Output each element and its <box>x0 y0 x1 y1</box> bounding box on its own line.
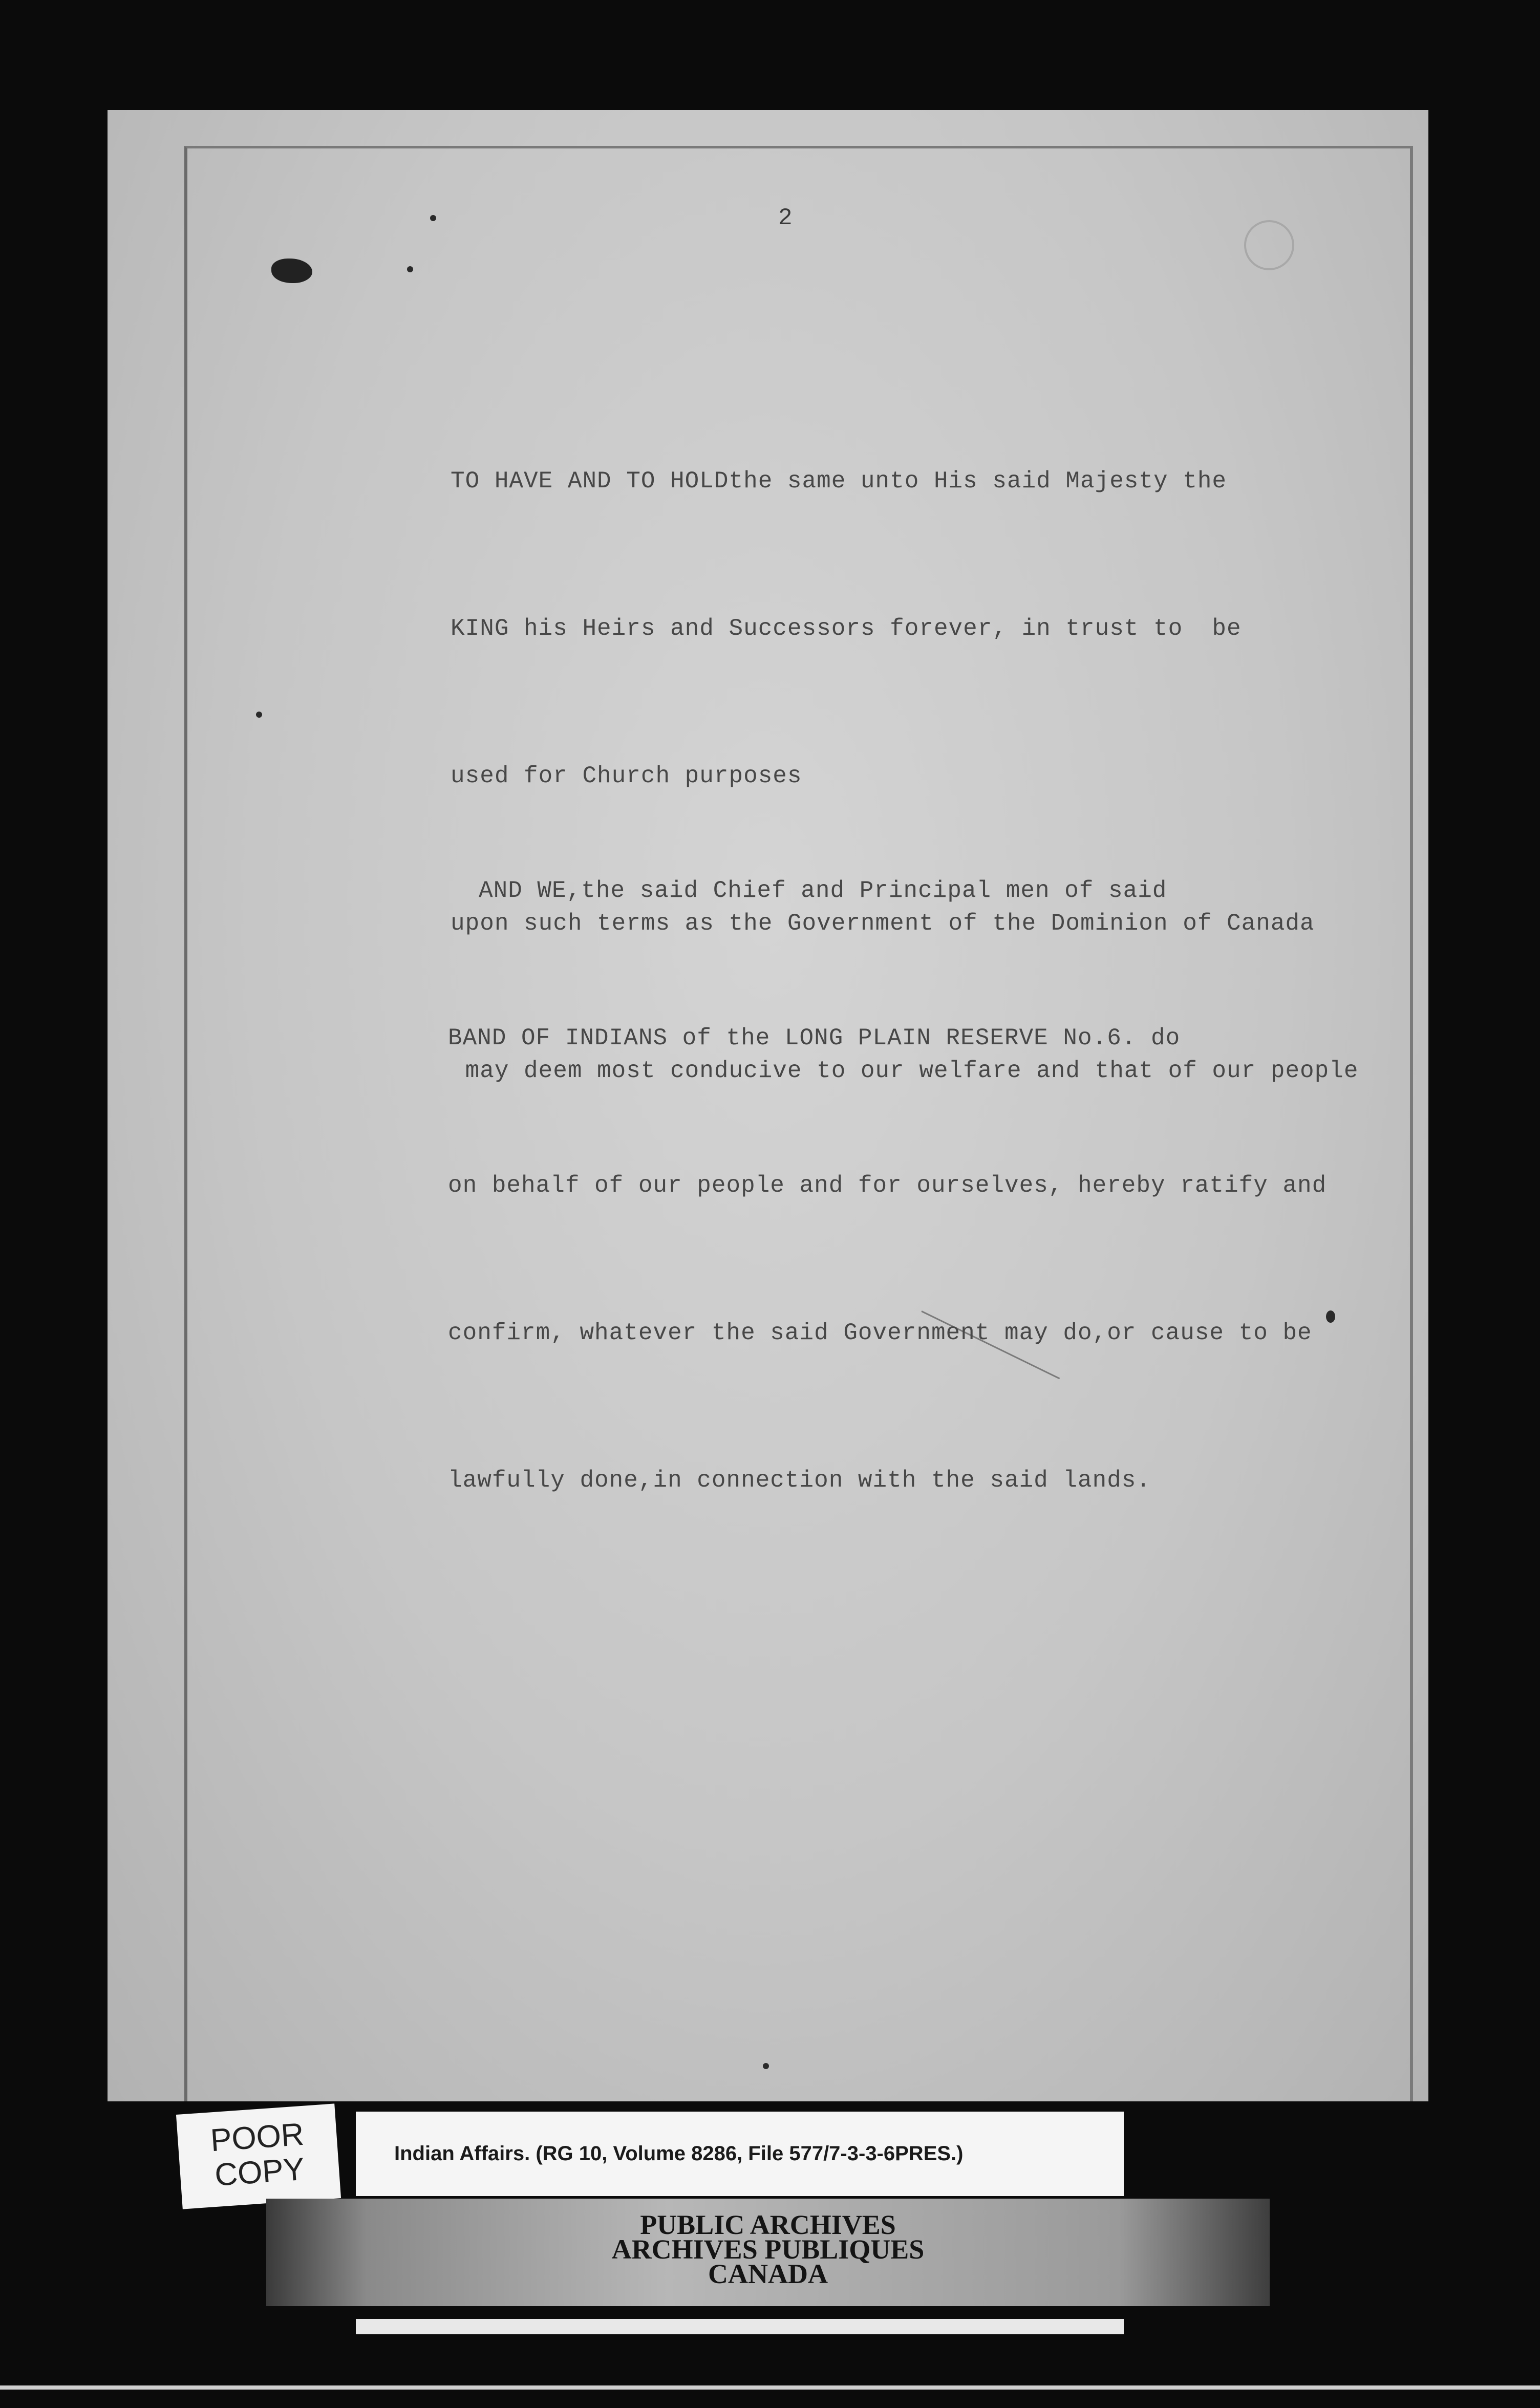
punch-hole-ring <box>1244 220 1294 270</box>
ink-speck <box>763 2063 769 2069</box>
archive-reference-label: Indian Affairs. (RG 10, Volume 8286, File 577/7-3-3-6PRES.) <box>356 2112 1124 2196</box>
poor-copy-line: POOR <box>209 2116 305 2159</box>
stamp-line: CANADA <box>708 2259 828 2289</box>
stamp-line: ARCHIVES PUBLIQUES <box>611 2234 925 2265</box>
stamp-line: PUBLIC ARCHIVES <box>640 2209 896 2240</box>
archive-stamp <box>553 2209 983 2289</box>
text-line: upon such terms as the Government of the Dominion of Canada <box>451 910 1315 937</box>
ink-speck <box>256 712 262 718</box>
ink-speck <box>1326 1310 1335 1323</box>
poor-copy-line: COPY <box>213 2151 306 2193</box>
film-edge-bar <box>356 2319 1124 2334</box>
text-line: lawfully done,in connection with the said lands. <box>448 1467 1151 1494</box>
text-line: may deem most conducive to our welfare and that of our people <box>451 1058 1359 1084</box>
ink-speck <box>430 215 436 221</box>
film-edge-line <box>0 2385 1540 2390</box>
text-line: AND WE,the said Chief and Principal men of said <box>479 877 1167 904</box>
poor-copy-label <box>176 2103 341 2209</box>
ink-speck <box>407 266 413 272</box>
page-number: 2 <box>778 205 793 231</box>
text-line: confirm, whatever the said Government may do,or cause to be <box>448 1320 1312 1346</box>
text-line: KING his Heirs and Successors forever, in trust to be <box>451 615 1242 642</box>
text-line: used for Church purposes <box>451 763 802 789</box>
text-line: on behalf of our people and for ourselves, hereby ratify and <box>448 1172 1327 1199</box>
text-line: BAND OF INDIANS of the LONG PLAIN RESERVE No.6. do <box>448 1025 1181 1051</box>
text-line: TO HAVE AND TO HOLDthe same unto His said Majesty the <box>451 468 1227 494</box>
paragraph-ratification <box>448 768 1327 1603</box>
